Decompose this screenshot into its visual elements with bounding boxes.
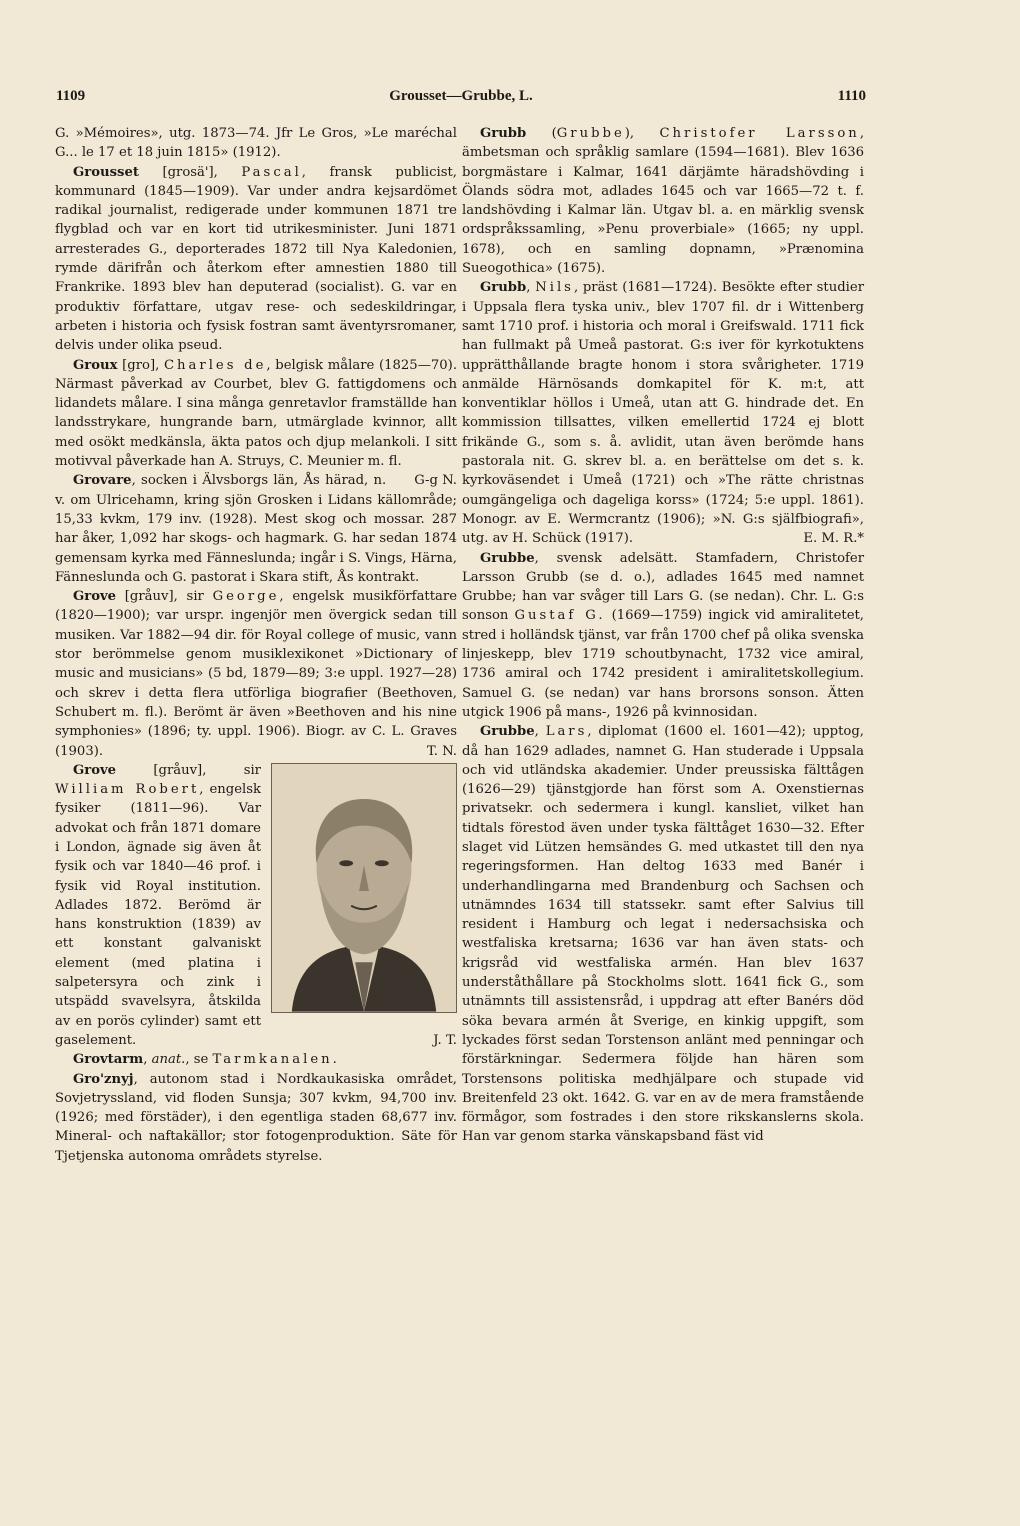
entry-text: [gråuv], sir: [116, 589, 213, 605]
spaced-name: Charles de: [163, 357, 267, 373]
spaced-name: Lars: [545, 724, 588, 740]
entry-text: , engelsk musikförfattare (1820—1900); var urspr. ingenjör men övergick sedan till musiken. Var 1882—94 dir. för Royal college of music, vann stor berömmelse genom musiklexikonet »Dictionary of music and musicians» (5 bd, 1879—89; 3:e uppl. 1927—28) och skrev i detta flera utförliga biografier (Beethoven, Schubert m. fl.). Berömt är även »Beethoven and his nine symphonies» (1896; ty. uppl. 1906). Biogr. av C. L. Graves (1903).: [55, 589, 457, 759]
entry-text: [gro],: [117, 357, 164, 373]
author-signature: G-g N.: [414, 473, 457, 489]
headword: Grubb: [480, 126, 527, 141]
headword: Gro'znyj: [73, 1071, 134, 1087]
spaced-name: William Robert: [55, 782, 200, 798]
right-column: [462, 124, 864, 1147]
headword: Grovtarm: [73, 1052, 144, 1068]
entry-groznyj: [55, 1070, 457, 1166]
running-header: [56, 88, 866, 110]
headword: Grove: [73, 589, 117, 605]
entry-text: ,: [534, 724, 546, 740]
headword: Grove: [73, 762, 117, 778]
entry-text: , se: [185, 1052, 213, 1068]
entry-text: (1669—1759) ingick vid amiralitetet, stred i holländsk tjänst, var från 1700 chef på olika svenska linjeskepp, blev 1719 schoutbynacht, 1732 vice amiral, 1736 amiral och 1742 president i amiralitetskollegium. Samuel G. (se nedan) var hans brorsons sonson. Ätten utgick 1906 på mans-, 1926 på kvinnosidan.: [462, 608, 864, 720]
entry-text: ,: [526, 280, 536, 296]
headword: Grubbe: [480, 724, 535, 740]
entry-text: (: [526, 126, 557, 141]
headword: Grovare: [73, 473, 132, 489]
page-number-left: 1109: [56, 88, 86, 104]
entry-text: , svensk adelsätt. Stamfadern, Christofer Larsson Grubb (se d. o.), adlades 1645 med namnet Grubbe; han var svåger till Lars G. (se nedan). Chr. L. G:s sonson: [462, 550, 864, 624]
entry-text: , socken i Älvsborgs län, Ås härad, n. v. om Ulricehamn, kring sjön Grosken i Lidans källområde; 15,33 kvkm, 179 inv. (1928). Mest skog och mossar. 287 har åker, 1,092 har skogs- och hagmark. G. har sedan 1874 gemensam kyrka med Fänneslunda; ingår i S. Vings, Härna, Fänneslunda och G. pastorat i Skara stift, Ås kontrakt.: [55, 473, 457, 585]
entry-text: , präst (1681—1724). Besökte efter studier i Uppsala flera tyska univ., blev 1707 fil. dr i Wittenberg samt 1710 prof. i historia och moral i Greifswald. 1711 fick han fullmakt på Umeå pastorat. G:s iver för kyrkotuktens upprätthållande bragte honom i stora svårigheter. 1719 anmälde Härnösands domkapitel för K. m:t, att konventiklar höllos i Umeå, utan att G. hindrade det. En kommission tillsattes, vilken emellertid 1724 ej blott frikände G., som s. å. avlidit, utan även berömde hans pastorala nit. G. skrev bl. a. en berättelse om det s. k. kyrkoväsendet i Umeå (1721) och »The rätte christnas oumgängeliga och dageliga korss» (1724; 5:e uppl. 1861). Monogr. av E. Wermcrantz (1906); »N. G:s själfbiografi», utg. av H. Schück (1917).: [462, 280, 864, 547]
entry-text: ,: [143, 1052, 152, 1068]
author-signature: J. T.: [433, 1032, 457, 1048]
entry-text: ),: [624, 126, 660, 141]
entry-text: , diplomat (1600 el. 1601—42); upptog, då han 1629 adlades, namnet G. Han studerade i Uppsala och vid utländska akademier. Under preussiska fälttågen (1626—29) tjänstgjorde han först som A. Oxenstiernas privatsekr. och sedermera i kungl. kansliet, vilket han tidtals förestod även under tyska fälttåget 1630—32. Efter slaget vid Lützen hemsändes G. med utkastet till den nya regeringsformen. Han deltog 1633 med Banér i underhandlingarna med Brandenburg och Sachsen och utnämndes 1634 till statssekr. samt efter Salvius till resident i Hamburg och legat i nedersachsiska och westfaliska kretsarna; 1636 var han även stats- och krigsråd vid westfaliska armén. Han blev 1637 underståthållare på Stockholms slott. 1641 fick G., som utnämnts till assistensråd, i uppdrag att efter Banérs död söka bevara armén åt Sverige, en kinkig uppgift, som lyckades först sedan Torstenson anlänt med penningar och förstärkningar. Sedermera följde han hären som Torstensons politiska medhjälpare och stupade vid Breitenfeld 23 okt. 1642. G. var en av de mera framstående förmågor, som fostrades i den store rikskanslerns skola. Han var genom starka vänskapsband fäst vid: [462, 724, 864, 1145]
spaced-name: Nils: [535, 280, 574, 296]
spaced-name: Christofer Larsson: [659, 126, 860, 141]
headword: Grubb: [480, 280, 527, 296]
entry-grubbe: [462, 549, 864, 723]
entry-text: [gråuv], sir: [116, 762, 261, 778]
spaced-name: Pascal: [241, 164, 302, 180]
spaced-name: Grubbe: [556, 126, 625, 141]
portrait-icon: [272, 764, 456, 1012]
cross-reference: Tarmkanalen: [212, 1052, 333, 1068]
entry-grubbe-lars: [462, 722, 864, 1147]
entry-grubb-nils: [462, 278, 864, 548]
headword: Grubbe: [480, 550, 535, 566]
entry-text: , ämbetsman och språklig samlare (1594—1681). Blev 1636 borgmästare i Kalmar, 1641 därjämte häradshövding i Ölands södra mot, adlades 1645 och var 1665—72 t. f. landshövding i Kalmar län. Utgav bl. a. en märklig svensk ordspråkssamling, »Penu proverbiale» (1665; ny uppl. 1678), och en samling dopnamn, »Prænomina Sueogothica» (1675).: [462, 126, 865, 277]
entry-text: , belgisk målare (1825—70). Närmast påverkad av Courbet, blev G. fattigdomens och lidandets målare. I sina många genretavlor framställde han landsstrykare, hungrande barn, utmärglade kvinnor, allt med osökt medkänsla, äkta patos och djup melankoli. I sitt motivval påverkade han A. Struys, C. Meunier m. fl.: [55, 357, 458, 470]
entry-text: , fransk publicist, kommunard (1845—1909). Var under andra kejsardömet radikal journalist, redigerade under kommunen 1871 tre flygblad och var en kort tid utrikesminister. Juni 1871 arresterades G., deporterades 1872 till Nya Kaledonien, rymde därifrån och återkom efter amnestien 1880 till Frankrike. 1893 blev han deputerad (socialist). G. var en produktiv författare, utgav rese- och sedeskildringar, arbeten i historia och fysisk fostran samt äventyrsromaner, delvis under olika pseud.: [55, 164, 457, 354]
entry-text: , autonom stad i Nordkaukasiska området, Sovjetryssland, vid floden Sunsja; 307 kvkm, 94,700 inv. (1926; med förstäder), i den egentliga staden 68,677 inv. Mineral- och naftakällor; stor fotogenproduktion. Säte för Tjetjenska autonoma områdets styrelse.: [55, 1071, 457, 1164]
author-signature: E. M. R.*: [803, 531, 864, 547]
spaced-name: George: [212, 589, 280, 605]
entry-text: .: [332, 1052, 337, 1068]
entry-text: [grosä'],: [138, 164, 242, 180]
headword: Grousset: [73, 164, 139, 180]
author-signature: T. N.: [426, 743, 457, 759]
entry-grove-george: [55, 587, 457, 761]
headword: Groux: [73, 357, 118, 373]
portrait-image: [271, 763, 457, 1013]
entry-grubb-christofer: [462, 124, 864, 278]
left-column: [55, 124, 457, 1166]
page-number-right: 1110: [837, 88, 866, 104]
entry-grovtarm: [55, 1050, 457, 1069]
running-title: Grousset—Grubbe, L.: [389, 88, 533, 104]
entry-text: , engelsk fysiker (1811—96). Var advokat och från 1871 domare i London, ägnade sig även åt fysik och var 1840—46 prof. i fysik vid Royal institution. Adlades 1872. Berömd är hans konstruktion (1839) av ett konstant galvaniskt element (med platina i salpetersyra och zink i utspädd svavelsyra, åtskilda av en porös cylinder) samt ett gaselement.: [55, 782, 261, 1048]
italic-abbrev: anat.: [151, 1052, 186, 1068]
entry-continuation: G. »Mémoires», utg. 1873—74. Jfr Le Gros, »Le maréchal G... le 17 et 18 juin 1815» (1912).: [55, 126, 457, 161]
spaced-name: Gustaf G.: [514, 608, 606, 624]
entry-grove-william: [55, 761, 457, 1050]
entry-grousset: [55, 163, 457, 356]
